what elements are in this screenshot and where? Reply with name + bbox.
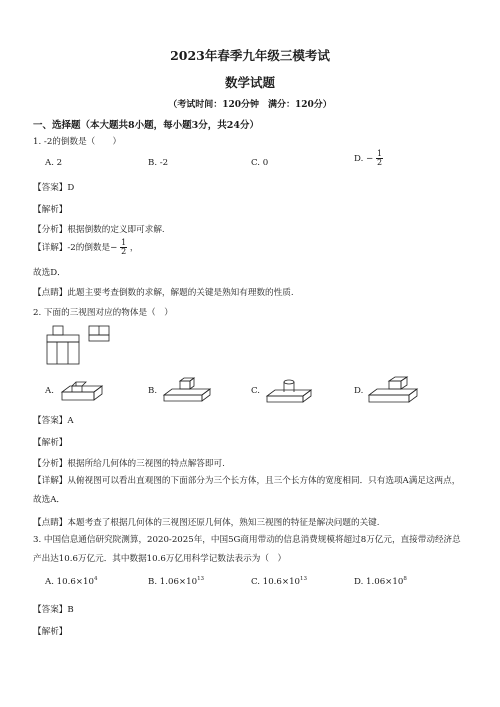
fraction-numerator: 1 xyxy=(121,238,127,247)
q1-analysis: 【分析】根据倒数的定义即可求解. xyxy=(33,225,165,235)
q2-option-d: D. xyxy=(354,386,364,396)
q3-option-d-exponent: 8 xyxy=(403,576,407,582)
exam-subtitle: 数学试题 xyxy=(224,75,275,90)
q3-option-c-exponent: 13 xyxy=(300,576,308,582)
q2-option-a: A. xyxy=(45,386,54,396)
fraction-denominator: 2 xyxy=(121,247,127,256)
q1-answer: 【答案】D xyxy=(33,183,75,193)
q2-option-b: B. xyxy=(148,386,158,396)
fraction-numerator: 1 xyxy=(376,149,383,158)
q1-option-a: A. 2 xyxy=(45,158,63,168)
q2-option-a-figure xyxy=(60,378,110,404)
q1-option-b: B. -2 xyxy=(148,158,169,168)
q2-jiexi: 【解析】 xyxy=(33,438,68,448)
q2-option-c-figure xyxy=(265,376,315,406)
three-view-figure xyxy=(45,323,115,367)
section-heading: 一、选择题（本大题共8小题，每小题3分，共24分） xyxy=(33,120,259,131)
q2-option-d-figure xyxy=(367,375,421,405)
q2-detail: 【详解】从俯视图可以看出直观图的下面部分为三个长方体，且三个长方体的宽度相同．只有选项A满足这两点，故选A． xyxy=(33,476,461,505)
q2-answer: 【答案】A xyxy=(33,416,74,426)
q1-option-c: C. 0 xyxy=(251,158,269,168)
q3-option-d-base: D. 1.06×10 xyxy=(354,576,404,587)
q1-detail xyxy=(33,239,139,256)
q2-comment: 【点睛】本题考查了根据几何体的三视图还原几何体，熟知三视图的特征是解决问题的关键. xyxy=(33,518,380,528)
q3-stem: 3. 中国信息通信研究院测算，2020-2025年，中国5G商用带动的信息消费规模将超过8万亿元，直接带动经济总产出达10.6万亿元．其中数据10.6万亿用科学记数法表示为（ ） xyxy=(33,535,461,564)
q2-option-c: C. xyxy=(251,386,261,396)
q2-stem: 2. 下面的三视图对应的物体是（ ） xyxy=(33,308,173,318)
q1-stem: 1. -2的倒数是（ ） xyxy=(33,137,122,147)
q2-analysis: 【分析】根据所给几何体的三视图的特点解答即可. xyxy=(33,459,225,469)
q1-jiexi: 【解析】 xyxy=(33,205,68,215)
q1-detail-text: 【详解】-2的倒数是− xyxy=(33,243,118,253)
fraction-denominator: 2 xyxy=(376,158,383,167)
q3-option-c-base: C. 10.6×10 xyxy=(251,576,301,587)
q2-option-b-figure xyxy=(162,377,214,405)
q1-detail-suffix: ， xyxy=(129,243,139,253)
exam-info: （考试时间：120分钟 满分：120分） xyxy=(168,100,332,110)
q3-option-c xyxy=(251,576,307,587)
exam-title: 2023年春季九年级三模考试 xyxy=(170,48,330,63)
q1-option-d xyxy=(354,150,383,167)
q1-detail-fraction xyxy=(120,239,127,256)
q1-option-d-fraction xyxy=(376,150,383,167)
q3-answer: 【答案】B xyxy=(33,605,74,615)
q3-option-a xyxy=(45,576,97,587)
q3-option-b-exponent: 13 xyxy=(197,576,205,582)
q3-option-b xyxy=(148,576,204,587)
q3-option-a-exponent: 4 xyxy=(93,576,98,582)
q1-comment: 【点睛】此题主要考查倒数的求解，解题的关键是熟知有理数的性质. xyxy=(33,288,294,298)
q3-option-a-base: A. 10.6×10 xyxy=(45,576,94,587)
q3-option-d xyxy=(354,576,407,587)
q3-jiexi: 【解析】 xyxy=(33,627,68,637)
q3-option-b-base: B. 1.06×10 xyxy=(148,576,198,587)
q1-option-d-prefix: D. − xyxy=(354,154,374,164)
q1-conclusion: 故选D． xyxy=(33,268,66,278)
